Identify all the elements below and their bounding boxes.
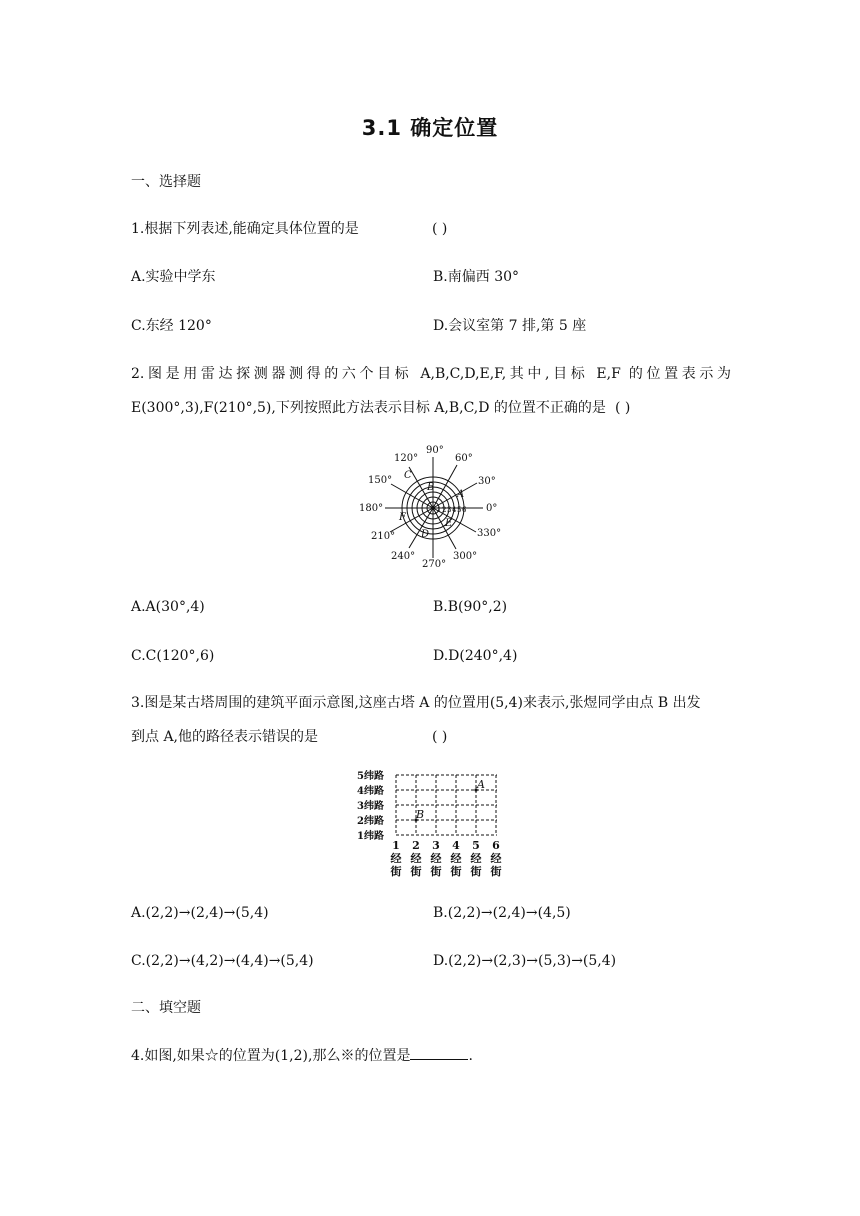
q2-option-a: A.A(30°,4) <box>131 599 205 615</box>
grid-col-char: 经 <box>450 852 462 865</box>
grid-col-number: 3 <box>432 839 440 852</box>
q1-answer-paren: ( ) <box>432 221 448 237</box>
q3-answer-paren: ( ) <box>432 729 448 745</box>
q1-option-c: C.东经 120° <box>131 318 212 334</box>
radar-figure <box>353 440 513 572</box>
q3-stem-line1: 3.图是某古塔周围的建筑平面示意图,这座古塔 A 的位置用(5,4)来表示,张煜同学由点 B 出发 <box>131 695 701 711</box>
radar-ring-label: 1 <box>437 506 442 514</box>
grid-row-label: 5纬路 <box>357 771 384 782</box>
grid-col-number: 2 <box>412 839 420 852</box>
radar-angle-label: 180° <box>359 503 384 514</box>
radar-target-label: B <box>427 482 435 493</box>
radar-angle-label: 300° <box>453 551 478 562</box>
q1-stem: 1.根据下列表述,能确定具体位置的是 <box>131 221 359 237</box>
radar-angle-label: 30° <box>478 476 496 487</box>
grid-row-label: 1纬路 <box>357 831 384 842</box>
page-title: 3.1 确定位置 <box>361 116 499 140</box>
grid-col-char: 街 <box>390 865 402 878</box>
radar-target-label: A <box>457 489 465 500</box>
radar-angle-label: 330° <box>477 528 502 539</box>
radar-ring-label: 5 <box>457 506 462 514</box>
grid-col-number: 5 <box>472 839 480 852</box>
q4-line <box>131 1045 473 1066</box>
q4-end: . <box>468 1048 473 1064</box>
radar-angle-label: 0° <box>486 503 498 514</box>
q2-option-b: B.B(90°,2) <box>433 599 508 615</box>
radar-target-label: E <box>445 518 453 529</box>
radar-angle-label: 60° <box>455 453 473 464</box>
q1-option-d: D.会议室第 7 排,第 5 座 <box>433 318 587 334</box>
grid-col-number: 4 <box>452 839 460 852</box>
radar-angle-label: 150° <box>368 475 393 486</box>
q3-option-a: A.(2,2)→(2,4)→(5,4) <box>131 905 269 921</box>
grid-col-char: 经 <box>490 852 502 865</box>
grid-row-label: 2纬路 <box>357 816 384 827</box>
grid-col-char: 经 <box>430 852 442 865</box>
radar-ring-label: 2 <box>442 506 447 514</box>
grid-col-char: 经 <box>410 852 422 865</box>
q3-option-b: B.(2,2)→(2,4)→(4,5) <box>433 905 571 921</box>
grid-row-label: 3纬路 <box>357 801 384 812</box>
grid-col-char: 街 <box>430 865 442 878</box>
q4-answer-blank[interactable] <box>410 1045 468 1060</box>
grid-point-a-label: A <box>477 778 485 791</box>
section-heading-fill: 二、填空题 <box>131 1000 201 1016</box>
section-heading-choice: 一、选择题 <box>131 174 201 190</box>
radar-angle-label: 210° <box>371 531 396 542</box>
grid-col-char: 经 <box>470 852 482 865</box>
grid-col-char: 经 <box>390 852 402 865</box>
street-grid-figure <box>356 765 506 881</box>
q1-option-a: A.实验中学东 <box>131 269 216 285</box>
q3-option-c: C.(2,2)→(4,2)→(4,4)→(5,4) <box>131 953 314 969</box>
radar-ring-label: 4 <box>452 506 457 514</box>
q3-option-d: D.(2,2)→(2,3)→(5,3)→(5,4) <box>433 953 617 969</box>
grid-col-number: 1 <box>392 839 400 852</box>
grid-col-number: 6 <box>492 839 500 852</box>
q3-stem-line2: 到点 A,他的路径表示错误的是 <box>131 729 319 745</box>
q2-option-d: D.D(240°,4) <box>433 648 518 664</box>
grid-point-b-label: B <box>416 808 425 821</box>
grid-col-char: 街 <box>490 865 502 878</box>
q1-option-b: B.南偏西 30° <box>433 269 520 285</box>
radar-angle-label: 270° <box>422 559 447 570</box>
radar-angle-label: 120° <box>394 453 419 464</box>
radar-ring-label: 6 <box>462 506 467 514</box>
radar-target-label: C <box>404 470 412 481</box>
q2-stem-line1: 2.图是用雷达探测器测得的六个目标 A,B,C,D,E,F,其中,目标 E,F 的位置表示为 <box>131 366 731 382</box>
q2-option-c: C.C(120°,6) <box>131 648 215 664</box>
radar-angle-label: 90° <box>426 445 444 456</box>
grid-row-label: 4纬路 <box>357 786 384 797</box>
grid-col-char: 街 <box>470 865 482 878</box>
radar-target-label: F <box>399 512 406 523</box>
radar-target-label: D <box>421 529 430 540</box>
q2-stem-line2: E(300°,3),F(210°,5),下列按照此方法表示目标 A,B,C,D 的位置不正确的是 <box>131 400 606 416</box>
grid-col-char: 街 <box>450 865 462 878</box>
grid-col-char: 街 <box>410 865 422 878</box>
radar-ring-label: 3 <box>447 506 452 514</box>
radar-angle-label: 240° <box>391 551 416 562</box>
q4-text: 4.如图,如果☆的位置为(1,2),那么※的位置是 <box>131 1048 411 1064</box>
q2-answer-paren: ( ) <box>615 400 631 416</box>
